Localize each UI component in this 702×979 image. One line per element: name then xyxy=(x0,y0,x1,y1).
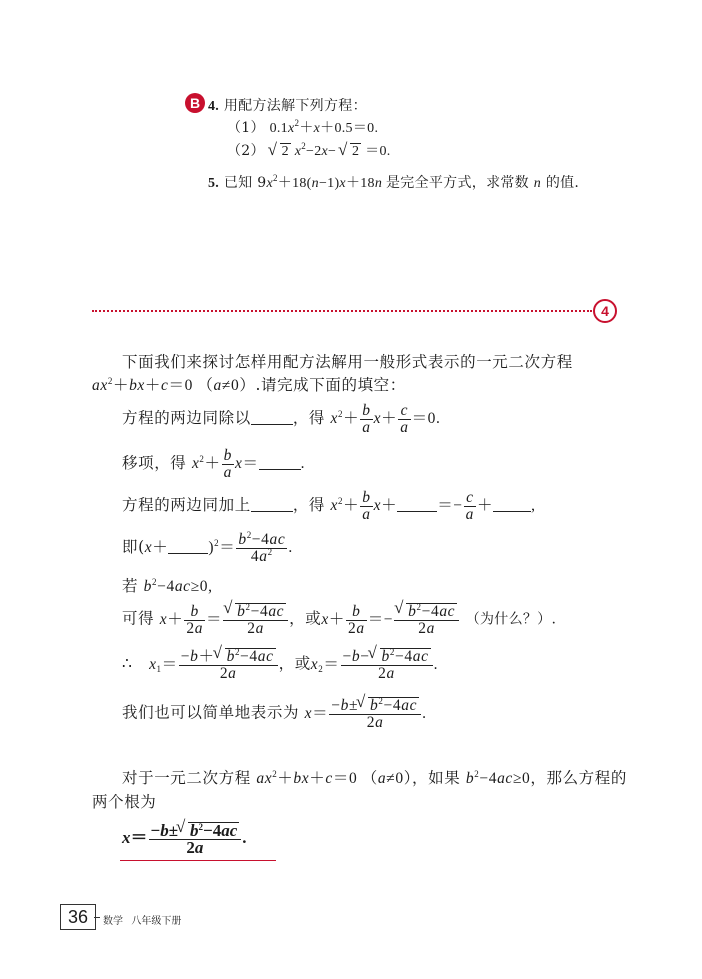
step-2: 移项，得 $x^2+$ $\frac{b}{a}$ x＝ . xyxy=(122,447,306,481)
quadratic-formula: x＝ $\frac{-b\pm√ b^2-4ac}{2a}$ . xyxy=(122,822,247,856)
step-5-text: 若 xyxy=(122,577,139,595)
answer-blank[interactable] xyxy=(168,539,208,554)
step-5: 若 $b^2-4ac\ge 0$, xyxy=(122,577,213,595)
part-1-label: （1） xyxy=(227,120,265,136)
exercise-4-part-2: （2） √ 2 $x^2-2x-$ √ 2 ＝0. xyxy=(227,140,391,160)
step-3-text: 方程的两边同加上 xyxy=(122,496,251,515)
answer-blank[interactable] xyxy=(251,410,293,425)
step-3: 方程的两边同加上 ，得 $x^2+$ $\frac{b}{a}$ x＋ ＝− $\frac{c}{a}$ ＋ , xyxy=(122,489,536,523)
footer-subject: 数学 xyxy=(103,916,123,927)
step-8: 我们也可以简单地表示为 x＝ $\frac{-b\pm√ b^2-4ac}{2a}$ . xyxy=(122,697,427,731)
exercise-4-number: 4. xyxy=(208,99,220,114)
step-6-why: （为什么？）. xyxy=(465,611,557,628)
exercise-level-badge: B xyxy=(185,93,205,113)
step-4-text: 即( xyxy=(122,538,145,557)
conclusion-text-c: ，那么方程的 xyxy=(530,769,627,787)
step-6-text-b: ，或 xyxy=(289,609,322,628)
conclusion-text-b: ，如果 xyxy=(412,769,461,787)
exercise-5-number: 5. xyxy=(208,176,220,191)
section-divider xyxy=(92,310,592,312)
step-1-text: 方程的两边同除以 xyxy=(122,409,251,428)
answer-blank[interactable] xyxy=(493,497,531,512)
exercise-5-post: 是完全平方式，求常数 xyxy=(385,175,529,191)
step-2-text: 移项，得 xyxy=(122,454,187,473)
step-1: 方程的两边同除以 ，得 $x^2+$ $\frac{b}{a}$ x＋ $\frac{c}{a}$ ＝0. xyxy=(122,402,441,436)
step-6-text: 可得 xyxy=(122,609,155,628)
step-7-text-b: ，或 xyxy=(278,654,311,673)
page-number: 36 xyxy=(60,904,96,930)
answer-blank[interactable] xyxy=(259,455,301,470)
step-3-text-b: ，得 xyxy=(292,496,326,515)
intro-line-1: 下面我们来探讨怎样用配方法解用一般形式表示的一元二次方程 xyxy=(122,353,573,371)
footer-rule xyxy=(94,917,100,918)
conclusion-text-a: 对于一元二次方程 xyxy=(122,769,251,787)
exercise-4-text: 用配方法解下列方程： xyxy=(223,98,367,114)
section-number-badge: 4 xyxy=(593,299,617,323)
intro-line-2: $ax^2+bx+c=0$ （a≠0）.请完成下面的填空： xyxy=(92,376,406,394)
exercise-5-pre: 已知 9 xyxy=(223,175,267,191)
formula-underline xyxy=(120,860,276,861)
answer-blank[interactable] xyxy=(397,497,437,512)
step-4: 即$(x+ )^2=$ $\frac{b^2-4ac}{4a^2}$ . xyxy=(122,530,293,565)
conclusion-line-1: 对于一元二次方程 $ax^2+bx+c=0$ （a≠0），如果 $b^2-4ac\ge 0$，那么方程的 xyxy=(122,769,627,787)
answer-blank[interactable] xyxy=(251,497,293,512)
step-7: ∴ $x_1=$ $\frac{-b+√ b^2-4ac}{2a}$ ，或$x_2=$ $\frac{-b-√ b^2-4ac}{2a}$ . xyxy=(122,648,438,682)
step-1-text-b: ，得 xyxy=(292,409,326,428)
part-2-label: （2） xyxy=(227,143,265,159)
exercise-4-part-1: （1） $0.1x^2+x+0.5=0$. xyxy=(227,118,379,136)
step-8-text: 我们也可以简单地表示为 xyxy=(122,703,300,722)
footer-grade: 八年级下册 xyxy=(131,916,182,927)
step-6: 可得 x＋ $\frac{b}{2a}$ ＝ √ $\frac{b^2-4ac}{2a}$ ，或x＋ $\frac{b}{2a}$ ＝− √ $\frac{b^2-4ac}{2a}$ （为什么？）. xyxy=(122,603,556,637)
footer-text xyxy=(103,912,181,927)
exercise-5: 5. 已知 $9x^2+18(n-1)x+18n$ 是完全平方式，求常数 n 的值. xyxy=(208,173,580,191)
conclusion-line-2: 两个根为 xyxy=(92,793,157,811)
intro-line-2-tail: .请完成下面的填空： xyxy=(255,376,406,394)
exercise-5-end: 的值. xyxy=(545,175,580,191)
exercise-4-title xyxy=(208,95,367,115)
therefore-symbol: ∴ xyxy=(122,654,133,673)
